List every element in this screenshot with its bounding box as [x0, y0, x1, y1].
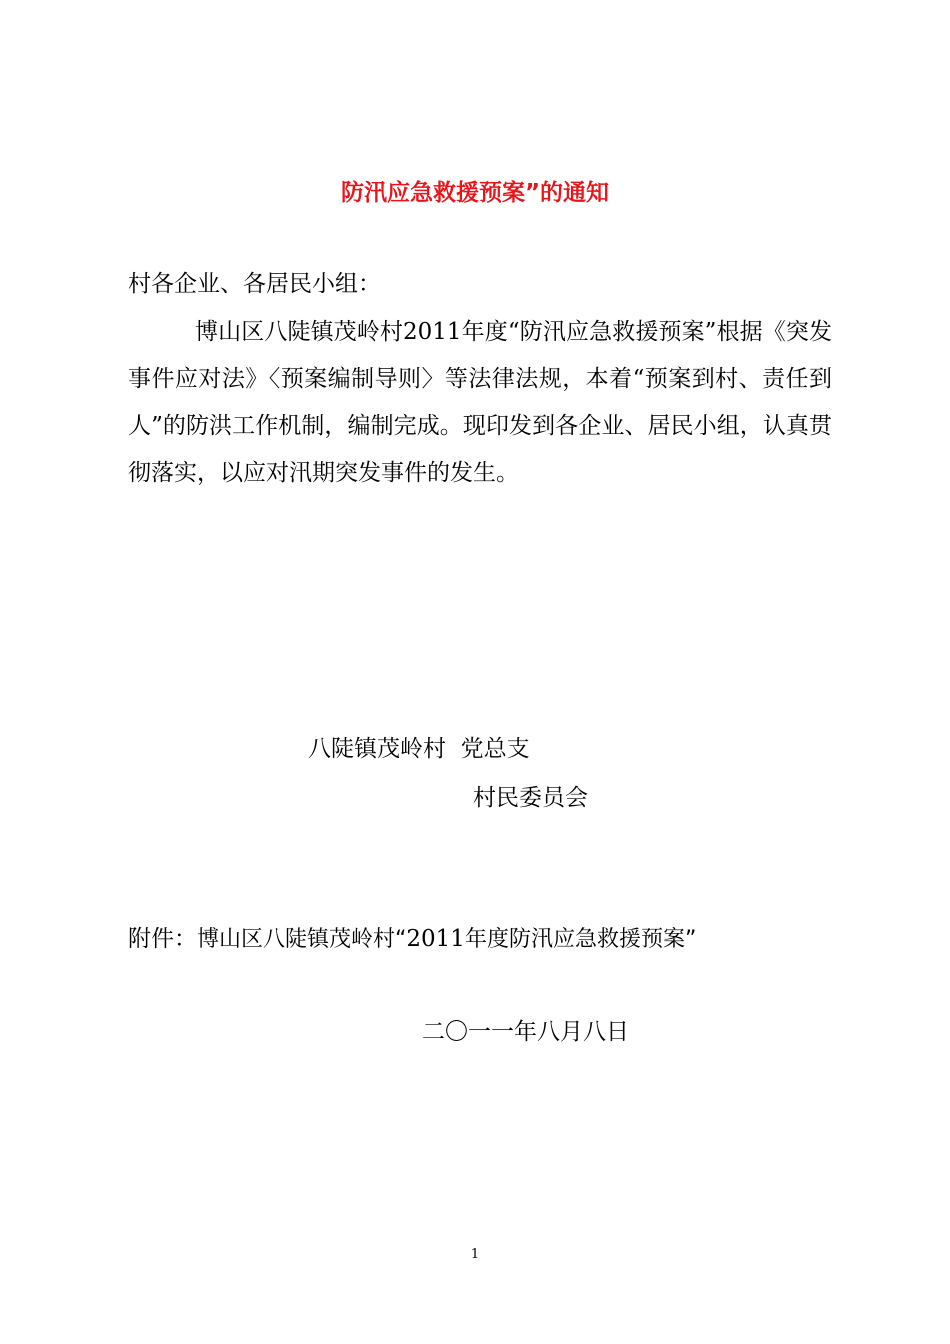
- attachment-line: [128, 921, 696, 958]
- signature-party-branch: 八陡镇茂岭村 党总支: [308, 736, 530, 762]
- attachment-prefix: 博山区八陡镇茂岭村“: [197, 927, 407, 952]
- attachment-label: 附件：: [128, 926, 197, 952]
- body-paragraph: 博山区八陡镇茂岭村2011年度“防汛应急救援预案”根据《突发事件应对法》〈预案编制导则〉等法律法规，本着“预案到村、责任到人”的防洪工作机制，编制完成。现印发到各企业、居民小组，认真贯彻落实，以应对汛期突发事件的发生。: [128, 319, 832, 486]
- attachment-year: 2011: [406, 926, 465, 952]
- signature-villagers-committee: 村民委员会: [473, 785, 588, 811]
- document-date: 二〇一一年八月八日: [422, 1019, 629, 1045]
- page-number: 1: [470, 1247, 480, 1262]
- document-title: 防汛应急救援预案”的通知: [340, 180, 610, 206]
- attachment-suffix: 年度防汛应急救援预案”: [464, 927, 697, 952]
- salutation: 村各企业、各居民小组：: [128, 271, 381, 297]
